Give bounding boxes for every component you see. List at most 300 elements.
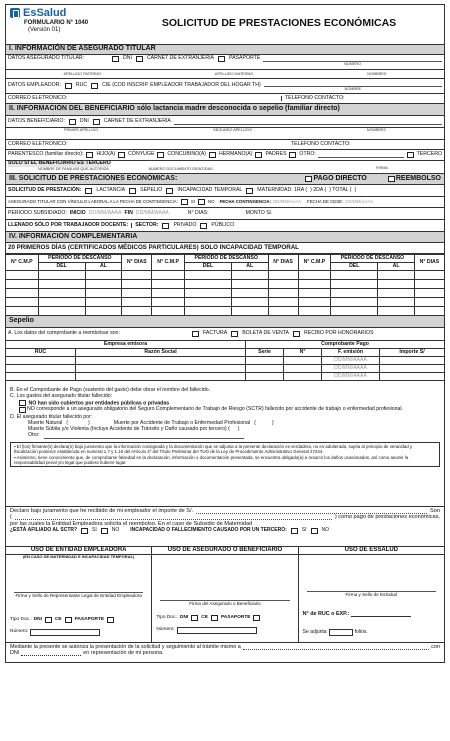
tercero-firma-label: FIRMA [376,166,388,170]
titular-dni-label: DNI [123,55,132,61]
periodo-col-header: PERIODO DE DESCANSO [184,255,268,263]
cmp-cell[interactable] [122,298,152,307]
otro-checkbox[interactable] [289,152,296,158]
cmp-cell[interactable] [6,280,39,289]
cmp-cell[interactable] [85,298,122,307]
titular-names-row [5,70,445,79]
cmp-cell[interactable] [298,307,331,316]
muerte-natural-label: Muerte Natural [28,420,63,427]
tercero-si-checkbox[interactable] [291,528,298,534]
dias-label: N° DIAS: [187,209,209,216]
muerte-subita-label: Muerte Súbita y/o Violenta (Incluye Accidente de Tránsito y Daño causado por tercero) ( [28,426,230,433]
sig1-numero: Número: [10,629,29,634]
beneficiario-email-label: CORREO ELETRONICO: [8,140,68,147]
cmp-cell[interactable] [231,289,268,298]
beneficiario-segundo-ap-label: SEGUNDO APELLIDO [213,128,252,132]
parentesco-label: PARENTESCO (familiar directo): [8,151,84,158]
signature-block [5,547,445,643]
comprobante-cell[interactable] [6,357,76,365]
sig2-tipodoc: Tipo Doc.: [156,615,179,621]
nombre-autoriza-label: NOMBRE DE FAMILIAR QUE AUTORIZA [38,166,109,171]
periodo-label: PERIODO SUBSIDIADO: [8,209,67,216]
cmp-cell[interactable] [122,289,152,298]
sig2-ce: CE [201,615,208,621]
del-col-header: DEL [184,263,231,271]
sig2-dni: DNI [180,615,189,621]
comprobante-cell[interactable] [76,373,246,381]
sig1-ce-checkbox[interactable] [65,617,72,623]
tercero-row [5,161,445,174]
dias-col-header: N° DIAS [122,255,152,271]
sector-label: SECTOR: [131,223,158,229]
sig-col-asegurado [152,547,298,642]
section-2-title: II. INFORMACIÓN DEL BENEFICIARIO sólo lactancia madre desconocida o sepelio (familiar directo) [5,104,445,116]
sepelio-b: B. En el Comprobante de Pago (sustento del gasto) debe obrar el nombre del fallecido. [10,387,211,393]
sepelio-c: C. Los gastos del asegurado titular fallecido: [10,392,113,399]
inicio-field[interactable]: DD/MM/AAAA [88,209,122,216]
hermano-checkbox[interactable] [209,152,216,158]
sig2-dni-checkbox[interactable] [191,615,198,621]
sig-col1-title: USO DE ENTIDAD EMPLEADORA [6,547,151,555]
cmp-cell[interactable] [268,280,298,289]
fecha-cese-field[interactable]: DD/MM/AAAA [345,199,374,205]
concubino-label: CONCUBINO(A) [167,151,207,158]
decl-line2: ) como pago de prestaciones económicas, [334,514,440,521]
cmp-cell[interactable] [378,307,415,316]
fecha-contingencia-label: FECHA CONTINGENCIA: [219,199,272,205]
sctr-si-checkbox[interactable] [81,528,88,534]
tercero-causa-label: INCAPACIDAD O FALLECIMIENTO CAUSADO POR UN TERCERO: [130,527,287,534]
empleador-ruc-label: RUC [75,82,88,89]
sig2-ce-checkbox[interactable] [211,615,218,621]
sepelio-comprobante-table [5,340,445,381]
sig-firma-empleador: Firma y Sello de Representante Legal de Entidad Empleadora [15,593,142,598]
sig-firma-asegurado: Firma del Asegurado o Beneficiario [160,600,289,606]
sig1-dni: DNI [33,617,42,623]
footer-line1: Mediante la presente se autoriza la presentación de la solicitud y seguimiento al trámite mismo a [10,644,241,650]
cmp-col-header: N° C.M.P [6,255,39,271]
sig3-folios: folios. [354,628,368,635]
c2-checkbox[interactable] [19,407,26,413]
empleador-nombre-label: NOMBRE [344,86,362,91]
cmp-cell[interactable] [6,298,39,307]
form-header [5,4,445,44]
comprobante-cell[interactable] [284,373,322,381]
cmp-cell[interactable] [231,298,268,307]
c1-checkbox[interactable] [19,400,26,406]
solicitud-label: SOLICITUD DE PRESTACIÓN: [8,186,82,193]
cmp-row [6,280,445,289]
titular-ap-materno-label: APELLIDO MATERNO [214,71,254,76]
form-number: FORMULARIO N° 1040 [24,19,89,26]
sig-col-essalud [299,547,444,642]
comprobante-cell[interactable]: DD/MM/AAAA [322,357,380,365]
cmp-cell[interactable] [184,280,231,289]
comprobante-header: Comprobante Pago [246,341,445,349]
comprobante-cell[interactable] [6,373,76,381]
cmp-cell[interactable] [38,298,85,307]
dias-col-header: N° DIAS [268,255,298,271]
sig-col-empleador [6,547,152,642]
privado-label: PRIVADO [173,221,197,228]
comprobante-cell[interactable] [246,373,284,381]
comprobante-cell[interactable] [380,365,445,373]
sctr-no-label: NO [111,527,120,534]
comprobante-data-row [6,373,445,381]
cmp-cell[interactable] [378,298,415,307]
decl-importe-field[interactable] [196,508,427,514]
beneficiario-dni-label: DNI [79,117,89,124]
vinculo-no-label: NO [207,199,215,205]
cmp-cell[interactable] [122,307,152,316]
sig1-pasaporte: PASAPORTE [74,617,105,623]
padres-checkbox[interactable] [255,152,262,158]
titular-dni-checkbox[interactable] [112,56,119,62]
footer-authorized-field[interactable] [243,644,430,650]
comprobante-cell[interactable]: DD/MM/AAAA [322,373,380,381]
decl-son: Son [430,508,440,514]
prestacion-row: SOLICITUD DE PRESTACIÓN: LACTANCIA SEPELIO INCAPACIDAD TEMPORAL MATERNIDAD: 1RA ( ) 2DA ( ) TOTAL ( ) [5,185,445,197]
cmp-cell[interactable] [298,280,331,289]
brand-name: EsSalud [23,7,67,19]
periodo-col-header: PERIODO DE DESCANSO [38,255,122,263]
comprobante-cell[interactable] [284,357,322,365]
reembolso-label: REEMBOLSO [395,174,441,182]
sig3-adjunta: Se adjunta [302,628,327,635]
fin-field[interactable]: DD/MM/AAAA [135,209,169,216]
titular-email-label: CORREO ELETRONICO: [8,94,68,101]
cmp-cell[interactable] [231,307,268,316]
monto-label: MONTO S/. [245,209,273,216]
importe-col: Importe S/ [380,349,445,357]
titular-contact-row [5,94,445,104]
fin-label: FIN [124,209,133,216]
titular-phone-label: TELEFONO CONTACTO: [281,96,344,102]
cmp-cell[interactable] [122,280,152,289]
cmp-cell[interactable] [414,280,444,289]
sig1-pasaporte-checkbox[interactable] [107,617,114,623]
beneficiario-carnet-checkbox[interactable] [93,119,100,125]
vinculo-label: ASEGURADO TITULAR CON VÍNCULO LABORAL A LA FECHA DE CONTINGENCIA: [8,199,178,205]
cmp-cell[interactable] [331,280,378,289]
ruc-col: RUC [6,349,76,357]
cmp-cell[interactable] [331,289,378,298]
titular-nombres-label: NOMBRES [367,71,387,76]
vinculo-si-label: SI [190,199,195,205]
privado-checkbox[interactable] [162,223,169,229]
sig3-ruc-label: N° de RUC o EXP.: [302,611,350,617]
sig3-folios-field[interactable] [329,629,353,636]
publico-checkbox[interactable] [200,223,207,229]
cmp-cell[interactable] [268,289,298,298]
section-1-title: I. INFORMACIÓN DE ASEGURADO TITULAR [5,44,445,55]
cmp-cell[interactable] [85,289,122,298]
solo-tercero-label: SOLO SI EL BENEFICIARIO ES TERCERO [8,161,111,166]
concubino-checkbox[interactable] [157,152,164,158]
femision-col: F. emisión [322,349,380,357]
cmp-cell[interactable] [38,280,85,289]
titular-ap-paterno-label: APELLIDO PATERNO [63,71,101,76]
cmp-cell[interactable] [38,271,85,280]
titular-doc-row [5,55,445,70]
cmp-row [6,298,445,307]
cmp-cell[interactable] [152,280,185,289]
footer-line2: en representación de mi persona. [83,650,164,657]
maternidad-checkbox[interactable] [246,188,253,194]
cmp-cell[interactable] [331,298,378,307]
titular-numero-label: NÚMERO [344,62,362,66]
footer-authorization [5,643,445,663]
sepelio-d: D. El asegurado titular fallecido por: [10,414,93,421]
cmp-cell[interactable] [6,289,39,298]
beneficiario-primer-ap-label: PRIMER APELLIDO [63,128,99,132]
comprobante-cell[interactable]: DD/MM/AAAA [322,365,380,373]
cmp-cell[interactable] [152,307,185,316]
sepelio-title: Sepelio [5,316,445,328]
boleta-checkbox[interactable] [231,331,238,337]
beneficiario-dni-checkbox[interactable] [69,119,76,125]
sepelio-a-label: A. Los datos del comprobante a reembolsar son: [8,330,120,337]
inicio-label: INICIO [69,209,86,216]
cmp-cell[interactable] [152,298,185,307]
sig2-numero-field[interactable] [177,627,257,634]
cmp-cell[interactable] [38,289,85,298]
comprobante-cell[interactable] [246,365,284,373]
cmp-cell[interactable] [152,271,185,280]
footer-con: con [431,644,440,650]
pago-directo-label: PAGO DIRECTO [313,174,367,182]
incapacidad-checkbox[interactable] [166,188,173,194]
comprobante-cell[interactable] [380,357,445,365]
muerte-subita-close: ) [237,426,240,433]
tercero-label: TERCERO [416,151,442,158]
sig-col1-subtitle: (EN CASO DE MATERNIDAD E INCAPACIDAD TEMPORAL) [22,553,135,559]
sepelio-c2: NO corresponde a un asegurado obligatorio del Seguro Complementario de Trabajo de Riesgo (SCTR) fallecido por accidente de trabajo o enfermedad profesional. [27,406,404,413]
sepelio-c1: NO han sido cubiertos por entidades públicas o privadas [28,400,170,407]
del-col-header: DEL [331,263,378,271]
sepelio-conditions: B. En el Comprobante de Pago (sustento del gasto) debe obrar el nombre del fallecido. C. Los gastos del asegurado titular fallecido: NO han sido cubiertos por entidades públicas o privadas NO corresponde a un asegurado obligatorio del Seguro Complementario de Trabajo de Riesgo (SCTR) fallecido por accidente de trabajo o enfermedad profesional. D. El asegurado titular fallecido por: Muerte Natural ( ) Muerte por Accidente de Trabajo o Enfermedad Profesional ( ) Muerte Súbita y/o Violenta (Incluye Accidente de Tránsito y Daño causado por tercero) ( ) Otro: ▪ El (los) firmante(s) declara(n) bajo juramento que la información consignada y la documentación que se adjunta a la presente declaración es verdadera, no es adulterada, sujeta al principio de veracidad y fiscalización posterior establecida en numeral 1.7 y 1.16 del Artículo 4º del Título Preliminar del TUO de la Ley de Procedimiento Administrativo General 27444. ▪ Asimismo, tiene conocimiento que, de comprobarse falsedad en la declaración, información o documentación presentada, se encuentra obligado(a) a resarcir los daños ocasionados, así como asumir la responsabilidad penal y/o legal que pudiera hubiere lugar. [5,381,445,507]
cmp-row [6,289,445,298]
section-3-label: III. SOLICITUD DE PRESTACIONES ECONÓMICAS: [9,174,178,182]
empleador-cie-checkbox[interactable] [91,83,98,89]
decl-letras-field[interactable] [15,514,332,520]
cmp-title: 20 PRIMEROS DÍAS (CERTIFICADOS MÉDICOS PARTICULARES) SOLO INCAPACIDAD TEMPORAL [5,243,445,254]
legal-box: ▪ El (los) firmante(s) declara(n) bajo juramento que la información consignada y la documentación que se adjunta a la presente declaración es verdadera, no es adulterada, sujeta al principio de veracidad y fiscalización posterior establecida en numeral 1.7 y 1.16 del Artículo 4º del Título Preliminar del TUO de la Ley de Procedimiento Administrativo General 27444. ▪ Asimismo, tiene conocimiento que, de comprobarse falsedad en la declaración, información o documentación presentada, se encuentra obligado(a) a resarcir los daños ocasionados, así como asumir la responsabilidad penal y/o legal que pudiera hubiere lugar. [10,442,440,467]
tercero-si-label: SI [301,527,307,534]
num-doc-label: NUMERO DOCUMENTO IDENTIDAD [148,166,213,171]
al-col-header: AL [231,263,268,271]
cmp-cell[interactable] [414,298,444,307]
vinculo-row [5,197,445,208]
sig1-ce: CE [54,617,62,623]
comprobante-cell[interactable] [284,365,322,373]
cmp-col-header: N° C.M.P [298,255,331,271]
tercero-checkbox[interactable] [407,152,414,158]
cmp-cell[interactable] [414,289,444,298]
empleador-ruc-checkbox[interactable] [65,83,72,89]
sig2-numero: Número: [156,627,175,632]
sctr-si-label: SI [92,527,97,534]
legal-p1: El (los) firmante(s) declara(n) bajo juramento que la información consignada y la documentación que se adjunta a la presente declaración es verdadera, no es adulterada, sujeta al principio de veracidad y fiscalización posterior establecida en numeral 1.7 y 1.16 del Artículo 4º del Título Preliminar del TUO de la Ley de Procedimiento Administrativo General 27444. [14,444,413,455]
decl-line1: Declaro bajo juramento que he recibido de mi empleador el importe de S/. [10,508,194,514]
beneficiario-carnet-label: CARNET DE EXTRANJERÍA [103,117,171,124]
sepelio-label: SEPELIO [140,186,163,193]
comprobante-cell[interactable] [6,365,76,373]
cmp-cell[interactable] [378,289,415,298]
factura-checkbox[interactable] [192,331,199,337]
legal-p2: Asimismo, tiene conocimiento que, de comprobarse falsedad en la declaración, información o documentación presentada, se encuentra obligado(a) a resarcir los daños ocasionados, así como asumir la responsabilidad penal y/o legal que pudiera hubiere lugar. [14,454,409,466]
reembolso-checkbox[interactable] [388,176,395,182]
del-col-header: DEL [38,263,85,271]
boleta-label: BOLETA DE VENTA [242,330,290,337]
empleador-row [5,79,445,94]
sig1-numero-field[interactable] [30,629,100,636]
cmp-cell[interactable] [85,280,122,289]
beneficiario-names-row [5,128,445,140]
padres-label: PADRES [265,151,287,158]
maternidad-total-label: ) TOTAL ( [329,186,352,193]
footer-dni-field[interactable] [21,650,81,656]
cmp-cell[interactable] [268,307,298,316]
cmp-cell[interactable] [184,271,231,280]
titular-carnet-checkbox[interactable] [136,56,143,62]
sepelio-otro-label: Otro: [28,432,40,439]
cmp-cell[interactable] [85,307,122,316]
comprobante-data-row [6,357,445,365]
sig1-dni-checkbox[interactable] [45,617,52,623]
cmp-cell[interactable] [378,280,415,289]
comprobante-cell[interactable] [246,357,284,365]
cmp-cell[interactable] [184,307,231,316]
cmp-cell[interactable] [231,271,268,280]
beneficiario-phone-label: TELEFONO CONTACTO: [291,140,351,147]
comprobante-row [5,328,445,340]
essalud-logo [6,5,114,35]
essalud-logo-icon [10,8,20,18]
section-3-title [5,174,445,185]
factura-label: FACTURA [203,330,228,337]
titular-pasaporte-checkbox[interactable] [218,56,225,62]
dias-col-header: N° DIAS [414,255,444,271]
decl-open: ( [10,514,12,521]
decl-line3: por las cuales la Entidad Empleadora solicita el reembolso. En el caso de Subsidio de Maternidad [10,520,253,527]
cmp-cell[interactable] [85,271,122,280]
conyuge-checkbox[interactable] [118,152,125,158]
cmp-cell[interactable] [414,271,444,280]
al-col-header: AL [378,263,415,271]
sig-col2-title: USO DE ASEGURADO O BENEFICIARIO [152,547,297,555]
vinculo-no-checkbox[interactable] [198,199,205,205]
beneficiario-nombres-label: NOMBRES [366,128,386,132]
otro-field[interactable] [318,152,404,158]
publico-label: PÚBLICO [211,221,235,228]
sig-firma-essalud: Firma y Sello de EsSalud [307,591,436,597]
empleador-label: DATOS EMPLEADOR: [8,82,61,89]
muerte-accidente-label: Muerte por Accidente de Trabajo o Enfermedad Profesional [113,420,251,427]
cmp-row [6,271,445,280]
cmp-cell[interactable] [298,271,331,280]
cmp-cell[interactable] [268,298,298,307]
cmp-col-header: N° C.M.P [152,255,185,271]
comprobante-data-row [6,365,445,373]
cmp-cell[interactable] [184,289,231,298]
cmp-cell[interactable] [152,289,185,298]
cmp-cell[interactable] [378,271,415,280]
cmp-cell[interactable] [414,307,444,316]
declaracion-box [5,507,445,547]
emisora-header: Empresa emisora [6,341,246,349]
comprobante-cell[interactable] [380,373,445,381]
form-version: (Versión 01) [28,26,61,33]
cmp-cell[interactable] [184,298,231,307]
incapacidad-label: INCAPACIDAD TEMPORAL [177,186,243,193]
sig2-pasaporte: PASAPORTE [220,615,251,621]
fecha-cese-label: FECHA DE CESE: [306,199,344,205]
beneficiario-datos-label: DATOS BENEFICIARIO: [8,117,65,124]
beneficiario-numero-field[interactable] [174,119,442,125]
tercero-no-checkbox[interactable] [311,528,318,534]
maternidad-2da-label: ) 2DA ( [310,186,327,193]
maternidad-label: MATERNIDAD: 1RA ( [257,186,308,193]
cmp-cell[interactable] [298,289,331,298]
sig-col3-title: USO DE ESSALUD [299,547,444,555]
cmp-cell[interactable] [38,307,85,316]
cmp-cell[interactable] [298,298,331,307]
cmp-cell[interactable] [6,271,39,280]
sig2-pasaporte-checkbox[interactable] [253,615,260,621]
sctr-label: ¿ESTÁ AFILIADO AL SCTR? [10,527,78,534]
recibo-checkbox[interactable] [293,331,300,337]
lactancia-checkbox[interactable] [85,188,92,194]
footer-dni: DNI [10,650,20,657]
cmp-cell[interactable] [231,280,268,289]
cmp-cell[interactable] [122,271,152,280]
tercero-no-label: NO [321,527,329,534]
serie-col: Serie [246,349,284,357]
pago-directo-checkbox[interactable] [305,176,312,182]
cmp-table [5,254,445,316]
docente-label: LLENADO SÓLO POR TRABAJADOR DOCENTE: [8,221,129,228]
lactancia-label: LACTANCIA [96,186,126,193]
vinculo-si-checkbox[interactable] [181,199,188,205]
n-col: N° [284,349,322,357]
titular-carnet-label: CARNET DE EXTRANJERÍA [146,55,215,61]
beneficiario-contact-row [5,140,445,150]
cmp-cell[interactable] [6,307,39,316]
empleador-cie-label: CIE (COD INSCRIP. EMPLEADOR TRABAJADOR DEL HOGAR TH) [102,82,261,89]
al-col-header: AL [85,263,122,271]
cmp-cell[interactable] [268,271,298,280]
sepelio-checkbox[interactable] [129,188,136,194]
form-title: SOLICITUD DE PRESTACIONES ECONÓMICAS [161,17,397,29]
docente-row [5,220,445,232]
cmp-cell[interactable] [331,271,378,280]
hermano-label: HERMANO(A) [219,151,253,158]
titular-pasaporte-label: PASAPORTE [229,55,261,61]
sig3-ruc-field[interactable] [351,611,411,617]
fecha-contingencia-field[interactable]: DD/MM/AAAA [273,199,301,205]
hijo-checkbox[interactable] [86,152,93,158]
recibo-label: RECIBO POR HONORARIOS [304,330,374,337]
comprobante-cell[interactable] [76,365,246,373]
beneficiario-doc-row [5,116,445,128]
comprobante-cell[interactable] [76,357,246,365]
periodo-row [5,208,445,220]
cmp-cell[interactable] [331,307,378,316]
sctr-no-checkbox[interactable] [101,528,108,534]
sepelio-otro-field[interactable] [44,433,244,439]
parentesco-row [5,150,445,161]
